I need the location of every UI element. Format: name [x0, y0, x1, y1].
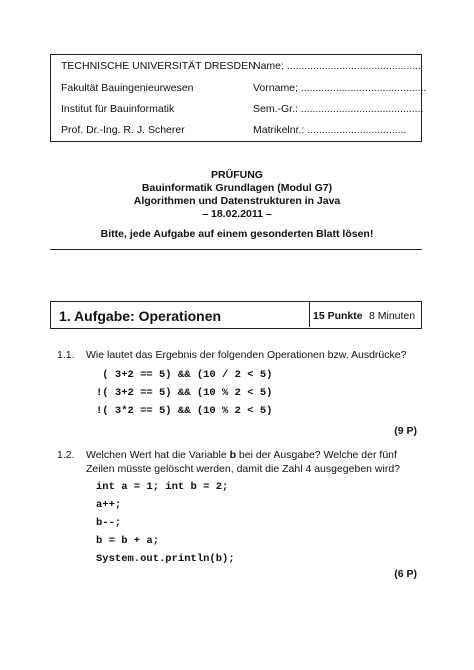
code-line: System.out.println(b);: [96, 553, 235, 565]
matrikel-field: Matrikelnr.: ..................................: [253, 124, 407, 136]
semgr-field: Sem.-Gr.: ..........................................: [253, 103, 424, 115]
task-time: 8 Minuten: [369, 310, 416, 322]
institute-name: Institut für Bauinformatik: [61, 103, 175, 115]
question-text: Wie lautet das Ergebnis der folgenden Operationen bzw. Ausdrücke?: [86, 349, 407, 361]
code-line: !( 3*2 == 5) && (10 % 2 < 5): [96, 405, 273, 417]
exam-course: Bauinformatik Grundlagen (Modul G7): [141, 182, 333, 194]
question-number: 1.1.: [57, 349, 75, 361]
name-field: Name: ..............................................: [253, 60, 422, 72]
code-line: b = b + a;: [96, 535, 160, 547]
exam-subtitle: Algorithmen und Datenstrukturen in Java: [133, 195, 341, 207]
code-line: ( 3+2 == 5) && (10 / 2 < 5): [96, 369, 273, 381]
vorname-field: Vorname; ...........................................: [253, 82, 427, 94]
exam-date: – 18.02.2011 –: [202, 208, 272, 220]
code-line: b--;: [96, 517, 122, 529]
university-name: TECHNISCHE UNIVERSITÄT DRESDEN: [61, 60, 256, 72]
divider-line: [50, 249, 422, 250]
code-line: int a = 1; int b = 2;: [96, 481, 229, 493]
header-box: [50, 54, 427, 142]
question-number: 1.2.: [57, 449, 75, 461]
question-points: (6 P): [394, 568, 417, 580]
question-points: (9 P): [394, 425, 417, 437]
task-title: 1. Aufgabe: Operationen: [59, 308, 222, 324]
question-text: Welchen Wert hat die Variable b bei der Ausgabe? Welche der fünf Zeilen müsste gelöscht werden, damit die Zahl 4 ausgegeben wird?: [86, 449, 401, 475]
task-header-box: [50, 301, 422, 329]
task-points: 15 Punkte: [313, 310, 363, 322]
faculty-name: Fakultät Bauingenieurwesen: [61, 82, 194, 94]
exam-instruction: Bitte, jede Aufgabe auf einem gesonderten Blatt lösen!: [100, 228, 374, 240]
code-line: a++;: [96, 499, 122, 511]
professor-name: Prof. Dr.-Ing. R. J. Scherer: [61, 124, 185, 136]
code-line: !( 3+2 == 5) && (10 % 2 < 5): [96, 387, 273, 399]
exam-title: PRÜFUNG: [211, 169, 263, 181]
task-divider: [309, 302, 310, 327]
